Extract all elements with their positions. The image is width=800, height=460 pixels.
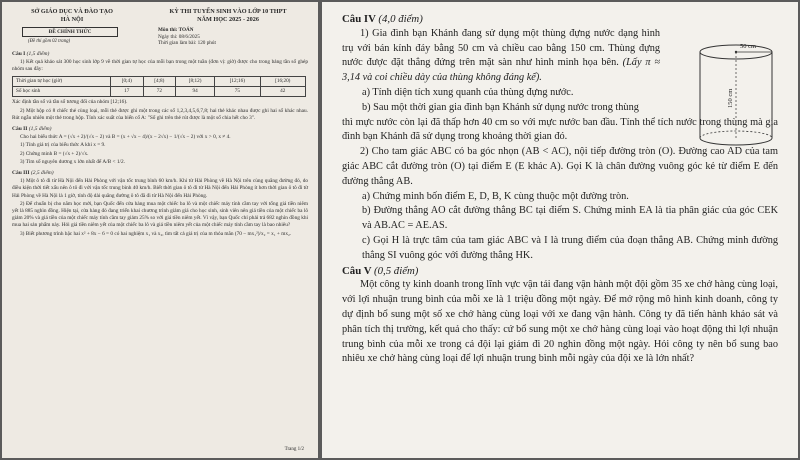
table-cell: 75 (215, 87, 260, 97)
table-cell: [0;4) (111, 77, 144, 87)
cylinder-bottom-front (700, 138, 772, 145)
exam-page-1 (2, 2, 318, 458)
table-cell: Số học sinh (13, 87, 111, 97)
q4-part1a: a) Tính diện tích xung quanh của thùng đựng nước. (362, 86, 574, 98)
q2-intro: Cho hai biểu thức A = (√x + 2)/(√x − 2) và B = (x + √x − 4)/(x − 2√x) − 1/(√x − 2) với x > 0, x ≠ 4. (20, 134, 231, 141)
exam-header (12, 8, 308, 23)
table-cell: 72 (143, 87, 176, 97)
q5-body: Một công ty kinh doanh trong lĩnh vực vận tải đang vận hành một đội gồm 35 xe chở hàng cùng loại, với lợi nhuận trung bình của mỗi xe là 1 triệu đồng một ngày. Để mở rộng mô hình kinh doanh, công ty dự định bổ sung một số xe chở hàng cùng loại với xe đang vận hành. Công ty đã tiến hành khảo sát và phân tích thị trường, kết quả cho thấy: cứ bổ sung một xe chở hàng cùng loại vào hoạt động thì lợi nhuận trung bình của mỗi xe trong cả đội lại giảm đi 20 nghìn đồng một ngày. Hỏi công ty nên bổ sung bao nhiêu xe chở hàng cùng loại để lợi nhuận trung bình mỗi ngày của đội xe là lớn nhất? (342, 279, 778, 365)
q4-part1: 1) Gia đình bạn Khánh đang sử dụng một thùng đựng nước dạng hình trụ với bán kính đáy bằng 50 cm và chiều cao bằng 150 cm. Thùng đựng nước được đặt thẳng đứng trên mặt sàn như hình minh họa bên. (Lấy π ≈ 3,14 và coi chiều dày của thùng không đáng kể). (342, 27, 660, 84)
q4-part2c: c) Gọi H là trực tâm của tam giác ABC và I là trung điểm của đoạn thẳng AB. Chứng minh đường thẳng SI vuông góc với đường thẳng HK. (362, 234, 778, 261)
q1-part1: 1) Kết quả khảo sát 300 học sinh lớp 9 về thời gian tự học của mỗi bạn trong một tuần (đơn vị: giờ) được cho trong bảng tần số ghép nhóm sau đây: (12, 58, 308, 73)
city-name: HÀ NỘI (60, 15, 84, 23)
q3-part1: 1) Một ô tô đi từ Hà Nội đến Hải Phòng với vận tốc trung bình 60 km/h. Khi từ Hải Phòng về Hà Nội trên cùng quãng đường đó, do điều kiện thời tiết xấu nên ô tô đi với vận tốc trung bình 40 km/h. Biết thời gian ô tô đi từ Hà Nội đến Hải Phòng ít hơn thời gian ô tô đi từ Hải Phòng về Hà Nội là 1 giờ, tính độ dài quãng đường ô tô đã đi từ Hà Nội đến Hải Phòng. (12, 178, 308, 199)
exam-meta (12, 27, 308, 47)
header-department (12, 8, 132, 23)
radius-label: 50 cm (740, 43, 757, 50)
q2-part3: 3) Tìm số nguyên dương x lớn nhất để A/B < 1/2. (20, 158, 125, 165)
table-cell: 42 (260, 87, 305, 97)
question-3 (12, 170, 308, 238)
q3-part2: 2) Để chuẩn bị cho năm học mới, bạn Quốc đến cửa hàng mua một chiếc ba lô và một chiếc máy tính cầm tay với tổng giá tiền niêm yết là 885 nghìn đồng. Hiện tại, cửa hàng đó đang triển khai chương trình giảm giá cho học sinh, sinh viên nên giá tiền của một chiếc ba lô giảm 20% và giá tiền của một chiếc máy tính cầm tay giảm 25% so với giá tiền niêm yết. Vì vậy, bạn Quốc chỉ phải trả 682 nghìn đồng khi mua hai sản phẩm này. Hỏi giá tiền niêm yết của một chiếc ba lô và giá tiền niêm yết của một chiếc máy tính cầm tay là bao nhiêu? (12, 200, 308, 229)
question-1-title: Câu I (1,5 điểm) (12, 50, 50, 57)
page-count-note: (Đề thi gồm 02 trang) (28, 39, 71, 44)
q4-part2a: a) Chứng minh bốn điểm E, D, B, K cùng thuộc một đường tròn. (362, 190, 629, 202)
cylinder-figure (692, 40, 788, 152)
table-row (13, 77, 306, 87)
exam-date: Ngày thi: 08/6/2025 (158, 33, 200, 40)
q3-part3: 3) Biết phương trình bậc hai x² + 8x − 6 = 0 có hai nghiệm x₁ và x₂, tìm tất cả giá trị của m thỏa mãn (70 − mx₁²)/x₂ = x₁ + mx₂. (20, 230, 292, 237)
school-year: NĂM HỌC 2025 - 2026 (197, 15, 259, 23)
page-number: Trang 1/2 (284, 447, 304, 452)
exam-subject: Môn thi: TOÁN (158, 27, 194, 33)
exam-name: KỲ THI TUYỂN SINH VÀO LỚP 10 THPT (169, 8, 287, 15)
q2-part2: 2) Chứng minh B = (√x + 2)/√x. (20, 150, 89, 157)
table-cell: [12;16) (215, 77, 260, 87)
table-cell: [16;20) (260, 77, 305, 87)
table-cell: 17 (111, 87, 144, 97)
q1-part1-task: Xác định tần số và tần số tương đối của nhóm [12;16). (12, 99, 128, 106)
table-cell: 94 (176, 87, 215, 97)
question-5-title: Câu V (0,5 điểm) (342, 264, 419, 277)
table-cell: [4;8) (143, 77, 176, 87)
exam-page-2 (322, 2, 798, 458)
exam-duration: Thời gian làm bài: 120 phút (158, 40, 216, 47)
q1-part2: 2) Một hộp có 8 chiếc thẻ cùng loại, mỗi thẻ được ghi một trong các số 1,2,3,4,5,6,7,8; hai thẻ khác nhau được ghi hai số khác nhau. Rút ngẫu nhiên một thẻ trong hộp. Tính xác suất của biến cố A: "Số ghi trên thẻ rút được là một số chia hết cho 3". (12, 107, 308, 121)
dept-name: SỞ GIÁO DỤC VÀ ĐÀO TẠO (31, 8, 113, 15)
frequency-table (12, 76, 306, 97)
question-5 (342, 264, 778, 368)
question-3-title: Câu III (2,5 điểm) (12, 170, 54, 177)
header-exam (148, 8, 308, 23)
q4-part1-note: (Lấy π ≈ 3,14 và coi chiều dày của thùng không đáng kể). (342, 57, 660, 84)
q2-part1: 1) Tính giá trị của biểu thức A khi x = 9. (20, 142, 106, 149)
q4-part1b-cont: thì mực nước còn lại đã thấp hơn 40 cm so với mực nước ban đầu. Tính thể tích nước trong thùng mà gia đình bạn Khánh đã sử dụng trong khoảng thời gian đó. (342, 116, 778, 143)
official-badge: ĐỀ CHÍNH THỨC (22, 27, 118, 37)
q4-part2b: b) Đường thẳng AO cắt đường thẳng BC tại điểm S. Chứng minh EA là tia phân giác của góc CEK và AB.AC = AE.AS. (362, 205, 778, 232)
question-4-title: Câu IV (4,0 điểm) (342, 13, 423, 25)
q4-part2: 2) Cho tam giác ABC có ba góc nhọn (AB < AC), nội tiếp đường tròn (O). Đường cao AD của tam giác ABC cắt đường tròn (O) tại điểm E (E khác A). Gọi K là chân đường vuông góc kẻ từ điểm E đến đường thẳng AB. (342, 146, 778, 187)
table-row (13, 87, 306, 97)
table-cell: [8;12) (176, 77, 215, 87)
question-2-title: Câu II (1,5 điểm) (12, 126, 52, 132)
q4-part1-block (342, 27, 660, 116)
exam-info (158, 27, 308, 47)
question-1 (12, 51, 308, 122)
question-2 (12, 126, 308, 166)
height-label: 150 cm (727, 88, 734, 108)
table-cell: Thời gian tự học (giờ) (13, 77, 111, 87)
q4-part1b-line1: b) Sau một thời gian gia đình bạn Khánh sử dụng nước trong thùng (362, 101, 639, 113)
